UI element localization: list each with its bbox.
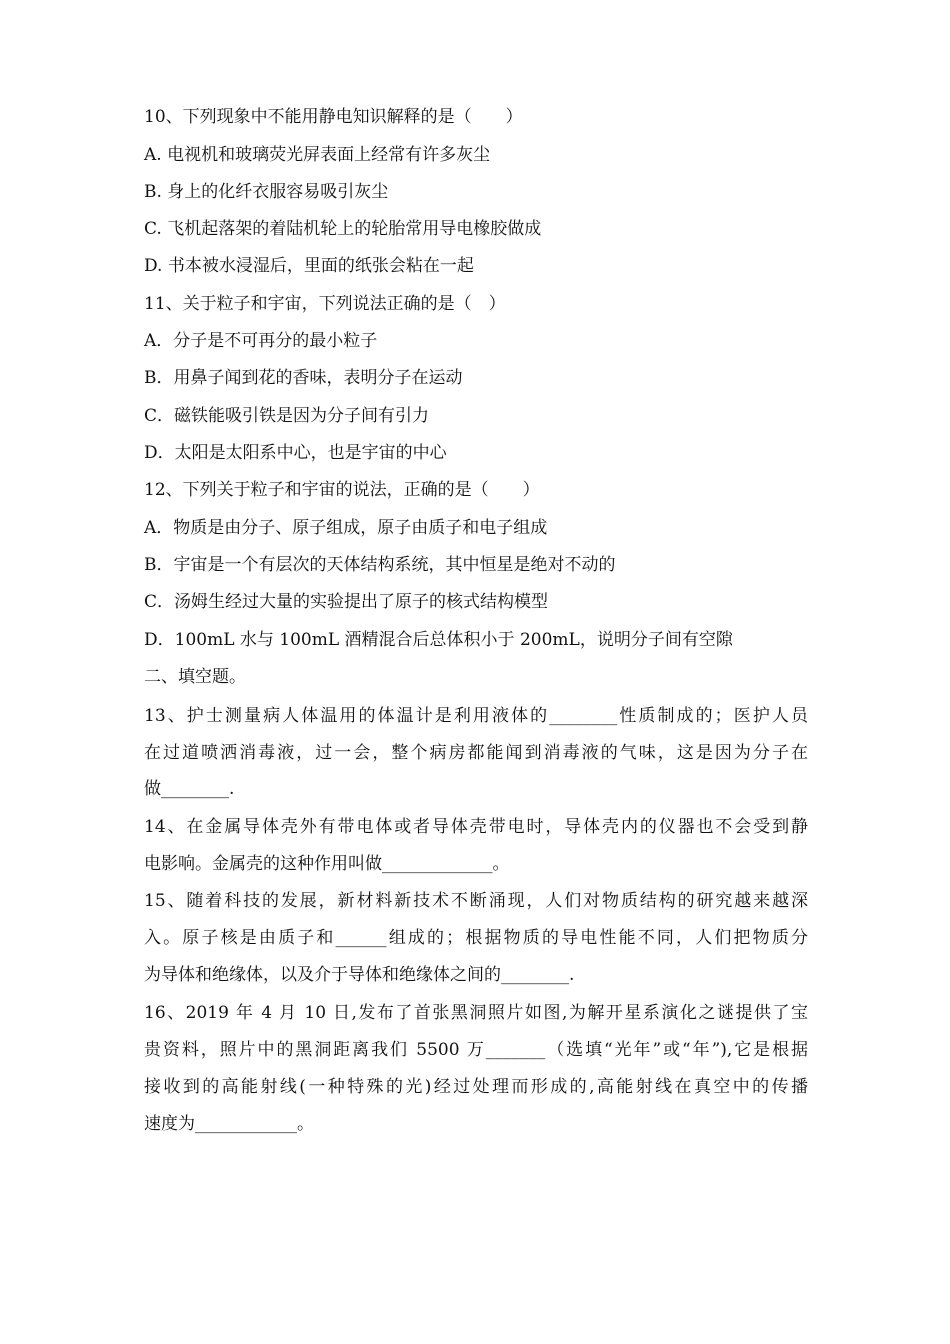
question-11-option-c: C．磁铁能吸引铁是因为分子间有引力 <box>144 406 430 426</box>
question-10-option-d: D. 书本被水浸湿后，里面的纸张会粘在一起 <box>144 256 474 276</box>
question-16-line-4: 速度为____________。 <box>144 1114 314 1134</box>
question-11-option-a: A．分子是不可再分的最小粒子 <box>144 331 378 351</box>
question-14-line-1: 14、在金属导体壳外有带电体或者导体壳带电时，导体壳内的仪器也不会受到静 <box>144 817 808 837</box>
question-10-option-a: A. 电视机和玻璃荧光屏表面上经常有许多灰尘 <box>144 145 491 165</box>
question-10-option-c: C. 飞机起落架的着陆机轮上的轮胎常用导电橡胶做成 <box>144 219 542 239</box>
question-15-line-3: 为导体和绝缘体，以及介于导体和绝缘体之间的________. <box>144 965 575 985</box>
question-14-line-2: 电影响。金属壳的这种作用叫做_____________。 <box>144 854 510 874</box>
question-11-option-b: B．用鼻子闻到花的香味，表明分子在运动 <box>144 368 463 388</box>
question-16-line-3: 接收到的高能射线(一种特殊的光)经过处理而形成的,高能射线在真空中的传播 <box>144 1077 808 1097</box>
question-15-line-2: 入。原子核是由质子和______组成的；根据物质的导电性能不同，人们把物质分 <box>144 928 808 948</box>
question-12-option-a: A．物质是由分子、原子组成，原子由质子和电子组成 <box>144 518 548 538</box>
question-12-option-d: D．100mL 水与 100mL 酒精混合后总体积小于 200mL，说明分子间有空隙 <box>144 630 733 650</box>
question-16-line-1: 16、2019 年 4 月 10 日,发布了首张黑洞照片如图,为解开星系演化之谜提供了宝 <box>144 1003 808 1023</box>
question-13-line-3: 做________. <box>144 779 235 799</box>
question-13-line-2: 在过道喷洒消毒液，过一会，整个病房都能闻到消毒液的气味，这是因为分子在 <box>144 743 808 763</box>
question-12-stem: 12、下列关于粒子和宇宙的说法，正确的是（ ） <box>144 480 540 500</box>
question-10-option-b: B. 身上的化纤衣服容易吸引灰尘 <box>144 182 389 202</box>
question-12-option-c: C．汤姆生经过大量的实验提出了原子的核式结构模型 <box>144 592 549 612</box>
question-12-option-b: B．宇宙是一个有层次的天体结构系统，其中恒星是绝对不动的 <box>144 555 616 575</box>
question-11-option-d: D．太阳是太阳系中心，也是宇宙的中心 <box>144 443 447 463</box>
question-13-line-1: 13、护士测量病人体温用的体温计是利用液体的________性质制成的；医护人员 <box>144 706 808 726</box>
question-11-stem: 11、关于粒子和宇宙，下列说法正确的是（ ） <box>144 294 506 314</box>
section-heading: 二、填空题。 <box>144 667 246 687</box>
question-16-line-2: 贵资料，照片中的黑洞距离我们 5500 万_______（选填“光年”或“年”),它是根据 <box>144 1040 808 1060</box>
question-15-line-1: 15、随着科技的发展，新材料新技术不断涌现，人们对物质结构的研究越来越深 <box>144 891 808 911</box>
question-10-stem: 10、下列现象中不能用静电知识解释的是（ ） <box>144 107 523 127</box>
